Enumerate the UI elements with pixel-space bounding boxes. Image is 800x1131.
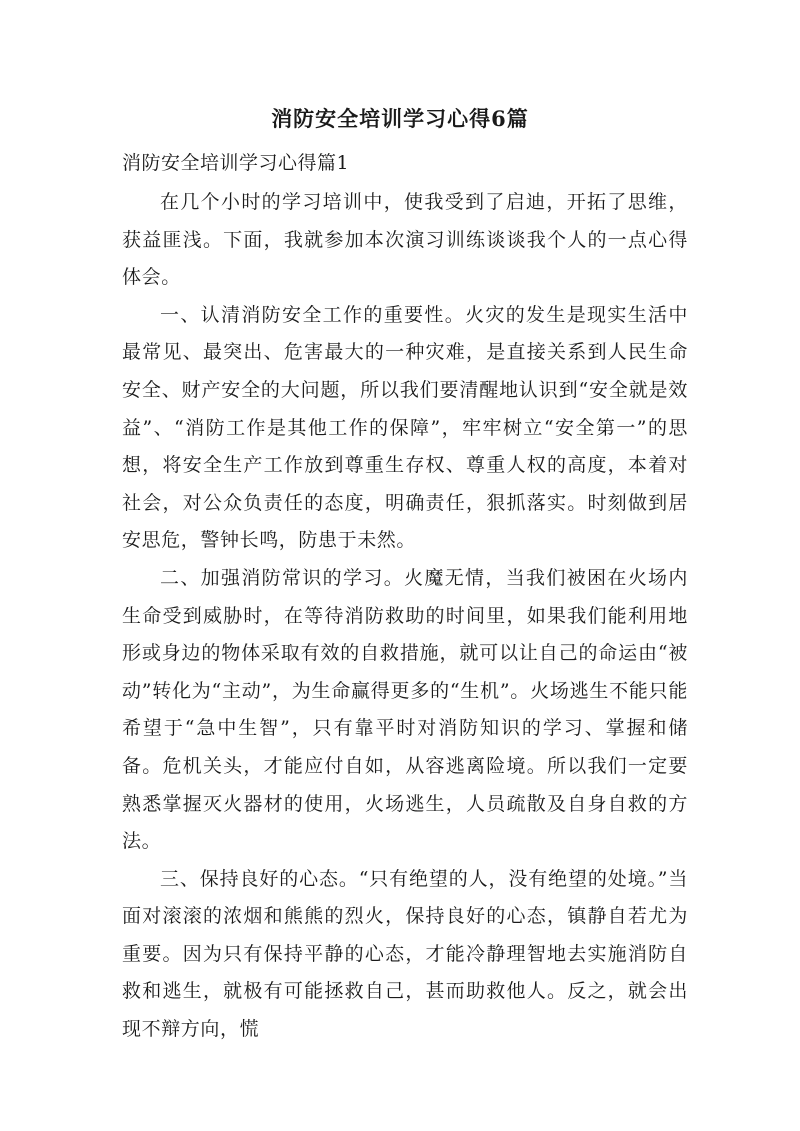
- paragraph-point-2: 二、加强消防常识的学习。火魔无情，当我们被困在火场内生命受到威胁时，在等待消防救助的时间里，如果我们能利用地形或身边的物体采取有效的自救措施，就可以让自己的命运由“被动”转化为“主动”，为生命赢得更多的“生机”。火场逃生不能只能希望于“急中生智”，只有靠平时对消防知识的学习、掌握和储备。危机关头，才能应付自如，从容逃离险境。所以我们一定要熟悉掌握灭火器材的使用，火场逃生，人员疏散及自身自救的方法。: [122, 566, 688, 853]
- section-heading: 消防安全培训学习心得篇1: [122, 152, 350, 174]
- document-title: 消防安全培训学习心得6篇: [271, 106, 529, 131]
- paragraph-intro: 在几个小时的学习培训中，使我受到了启迪，开拓了思维，获益匪浅。下面，我就参加本次演习训练谈谈我个人的一点心得体会。: [122, 191, 688, 289]
- paragraph-point-1: 一、认清消防安全工作的重要性。火灾的发生是现实生活中最常见、最突出、危害最大的一种灾难，是直接关系到人民生命安全、财产安全的大问题，所以我们要清醒地认识到“安全就是效益”、“消防工作是其他工作的保障”，牢牢树立“安全第一”的思想，将安全生产工作放到尊重生存权、尊重人权的高度，本着对社会，对公众负责任的态度，明确责任，狠抓落实。时刻做到居安思危，警钟长鸣，防患于未然。: [122, 303, 688, 552]
- paragraph-point-3: 三、保持良好的心态。“只有绝望的人，没有绝望的处境。”当面对滚滚的浓烟和熊熊的烈火，保持良好的心态，镇静自若尤为重要。因为只有保持平静的心态，才能冷静理智地去实施消防自救和逃生，就极有可能拯救自己，甚而助救他人。反之，就会出现不辩方向，慌: [122, 867, 688, 1041]
- document-body: [122, 184, 688, 1049]
